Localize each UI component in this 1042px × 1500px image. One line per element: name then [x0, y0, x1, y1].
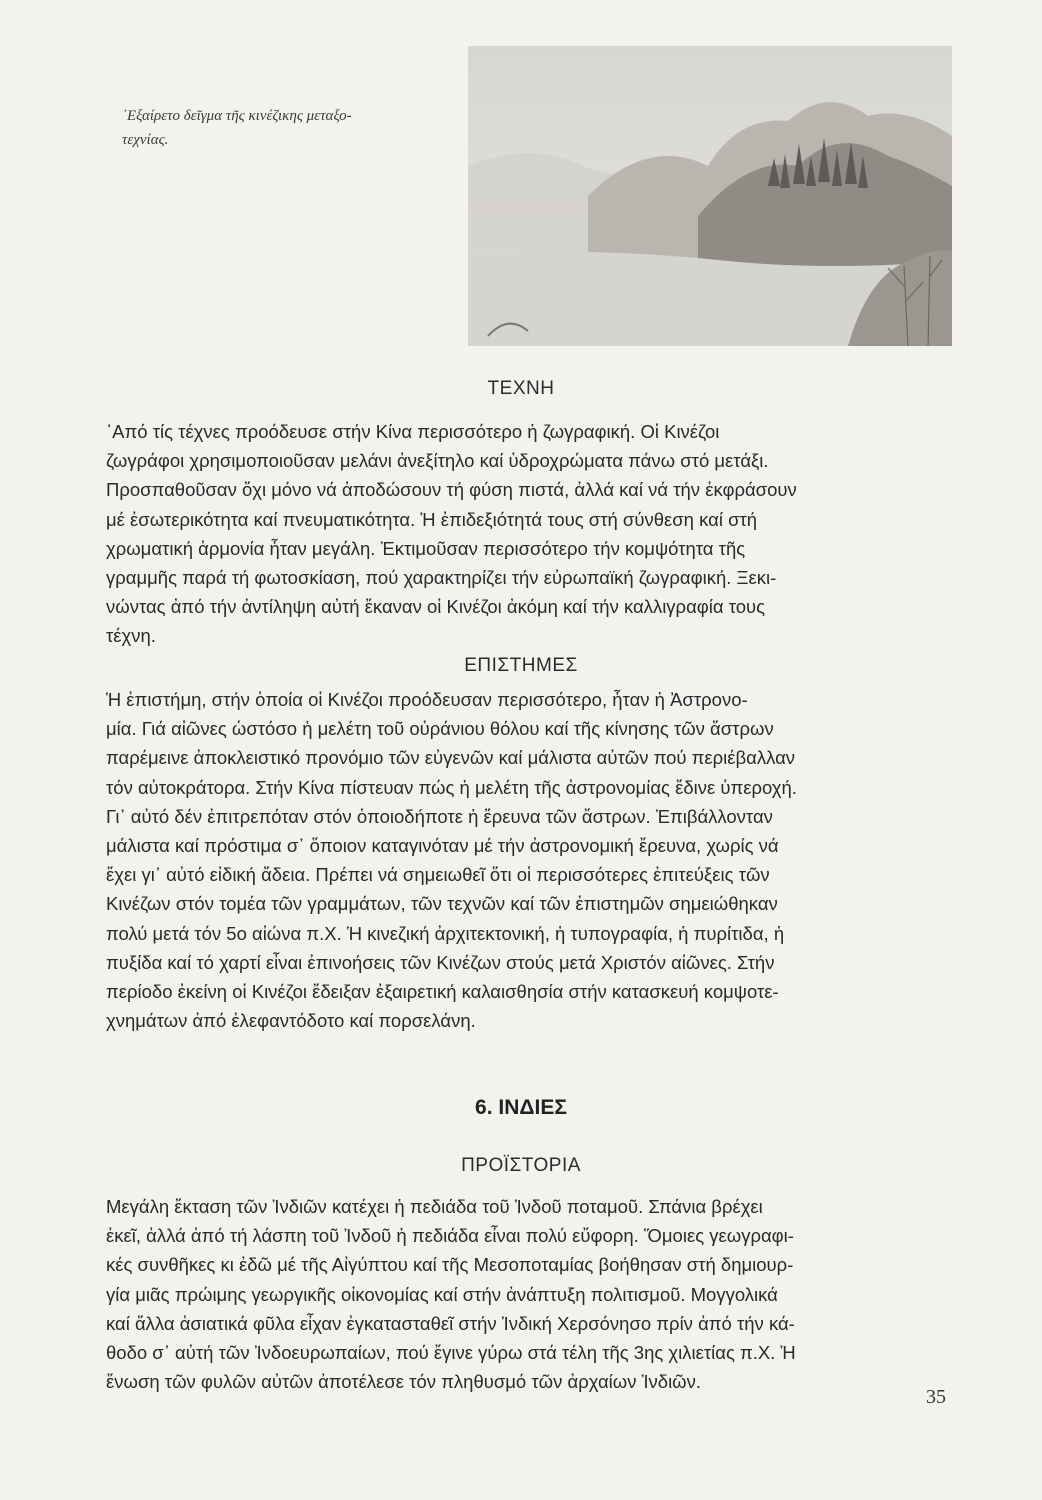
text-line: γία μιᾶς πρώιμης γεωργικῆς οἰκονομίας καί στήν ἀνάπτυξη πολιτισμοῦ. Μογγολικά	[106, 1283, 778, 1305]
text-line: περίοδο ἐκείνη οἱ Κινέζοι ἔδειξαν ἐξαιρετική καλαισθησία στήν κατασκευή κομψοτε-	[106, 981, 779, 1003]
chinese-landscape-painting-icon	[468, 46, 952, 346]
text-line: Ἡ ἐπιστήμη, στήν ὁποία οἱ Κινέζοι προόδευσαν περισσότερο, ἦταν ἡ Ἀστρονο-	[106, 689, 748, 710]
paragraph-art	[106, 417, 954, 651]
text-line: πολύ μετά τόν 5ο αἰώνα π.Χ. Ἡ κινεζική ἀρχιτεκτονική, ἡ τυπογραφία, ἡ πυρίτιδα, ἡ	[106, 922, 785, 944]
paragraph-prehistory	[106, 1192, 954, 1396]
text-line: Γι᾿ αὐτό δέν ἐπιτρεπόταν στόν ὁποιοδήποτε ἡ ἔρευνα τῶν ἄστρων. Ἐπιβάλλονταν	[106, 805, 773, 827]
text-line: Προσπαθοῦσαν ὄχι μόνο νά ἀποδώσουν τή φύση πιστά, ἀλλά καί νά τήν ἐκφράσουν	[106, 479, 797, 501]
caption-line: τεχνίας.	[122, 132, 169, 148]
image-caption	[122, 104, 452, 152]
text-line: ἔχει γι᾿ αὐτό εἰδική ἄδεια. Πρέπει νά σημειωθεῖ ὅτι οἱ περισσότερες ἐπιτεύξεις τῶν	[106, 864, 770, 886]
text-line: μία. Γιά αἰῶνες ὡστόσο ἡ μελέτη τοῦ οὐράνιου θόλου καί τῆς κίνησης τῶν ἄστρων	[106, 718, 774, 740]
page-number: 35	[926, 1386, 946, 1408]
text-line: χνημάτων ἀπό ἐλεφαντόδοτο καί πορσελάνη.	[106, 1010, 476, 1032]
text-line: γραμμῆς παρά τή φωτοσκίαση, πού χαρακτηρίζει τήν εὐρωπαϊκή ζωγραφική. Ξεκι-	[106, 567, 777, 589]
text-line: καί ἄλλα ἀσιατικά φῦλα εἶχαν ἐγκατασταθεῖ στήν Ἰνδική Χερσόνησο πρίν ἀπό τήν κά-	[106, 1312, 795, 1334]
text-line: τέχνη.	[106, 625, 156, 647]
text-line: ἕνωση τῶν φυλῶν αὐτῶν ἀποτέλεσε τόν πληθυσμό τῶν ἀρχαίων Ἰνδιῶν.	[106, 1371, 702, 1393]
text-line: τόν αὐτοκράτορα. Στήν Κίνα πίστευαν πώς ἡ μελέτη τῆς ἀστρονομίας ἔδινε ὑπεροχή.	[106, 776, 797, 798]
text-line: Μεγάλη ἔκταση τῶν Ἰνδιῶν κατέχει ἡ πεδιάδα τοῦ Ἰνδοῦ ποταμοῦ. Σπάνια βρέχει	[106, 1196, 763, 1217]
paragraph-sciences	[106, 685, 954, 1035]
text-line: χρωματική ἁρμονία ἦταν μεγάλη. Ἐκτιμοῦσαν περισσότερο τήν κομψότητα τῆς	[106, 537, 746, 559]
section-heading-prehistory: ΠΡΟΪΣΤΟΡΙΑ	[461, 1155, 581, 1176]
caption-line: ᾿Εξαίρετο δεῖγμα τῆς κινέζικης μεταξο-	[122, 108, 352, 124]
text-line: μέ ἐσωτερικότητα καί πνευματικότητα. Ἡ ἐπιδεξιότητά τους στή σύνθεση καί στή	[106, 508, 758, 530]
section-heading-sciences: ΕΠΙΣΤΗΜΕΣ	[464, 655, 578, 676]
text-line: ζωγράφοι χρησιμοποιοῦσαν μελάνι ἀνεξίτηλο καί ὑδροχρώματα πάνω στό μετάξι.	[106, 450, 769, 472]
text-line: κές συνθῆκες κι ἐδῶ μέ τῆς Αἰγύπτου καί τῆς Μεσοποταμίας βοήθησαν στή δημιουρ-	[106, 1254, 794, 1276]
text-line: θοδο σ᾿ αὐτή τῶν Ἰνδοευρωπαίων, πού ἔγινε γύρω στά τέλη τῆς 3ης χιλιετίας π.Χ. Ἡ	[106, 1342, 796, 1364]
text-line: Κινέζων στόν τομέα τῶν γραμμάτων, τῶν τεχνῶν καί τῶν ἐπιστημῶν σημειώθηκαν	[106, 893, 778, 915]
text-line: ἐκεῖ, ἀλλά ἀπό τή λάσπη τοῦ Ἰνδοῦ ἡ πεδιάδα εἶναι πολύ εὔφορη. Ὅμοιες γεωγραφι-	[106, 1225, 794, 1247]
section-heading-art: ΤΕΧΝΗ	[487, 378, 555, 399]
chapter-title: 6. ΙΝΔΙΕΣ	[475, 1096, 567, 1119]
text-line: ᾿Από τίς τέχνες προόδευσε στήν Κίνα περισσότερο ἡ ζωγραφική. Οἱ Κινέζοι	[106, 421, 720, 442]
text-line: νώντας ἀπό τήν ἀντίληψη αὐτή ἔκαναν οἱ Κινέζοι ἀκόμη καί τήν καλλιγραφία τους	[106, 596, 766, 618]
text-line: πυξίδα καί τό χαρτί εἶναι ἐπινοήσεις τῶν Κινέζων στούς μετά Χριστόν αἰῶνες. Στήν	[106, 951, 775, 973]
text-line: μάλιστα καί πρόστιμα σ᾿ ὅποιον καταγινόταν μέ τήν ἀστρονομική ἔρευνα, χωρίς νά	[106, 835, 779, 857]
text-line: παρέμεινε ἀποκλειστικό προνόμιο τῶν εὐγενῶν καί μάλιστα αὐτῶν πού περιέβαλλαν	[106, 747, 796, 769]
